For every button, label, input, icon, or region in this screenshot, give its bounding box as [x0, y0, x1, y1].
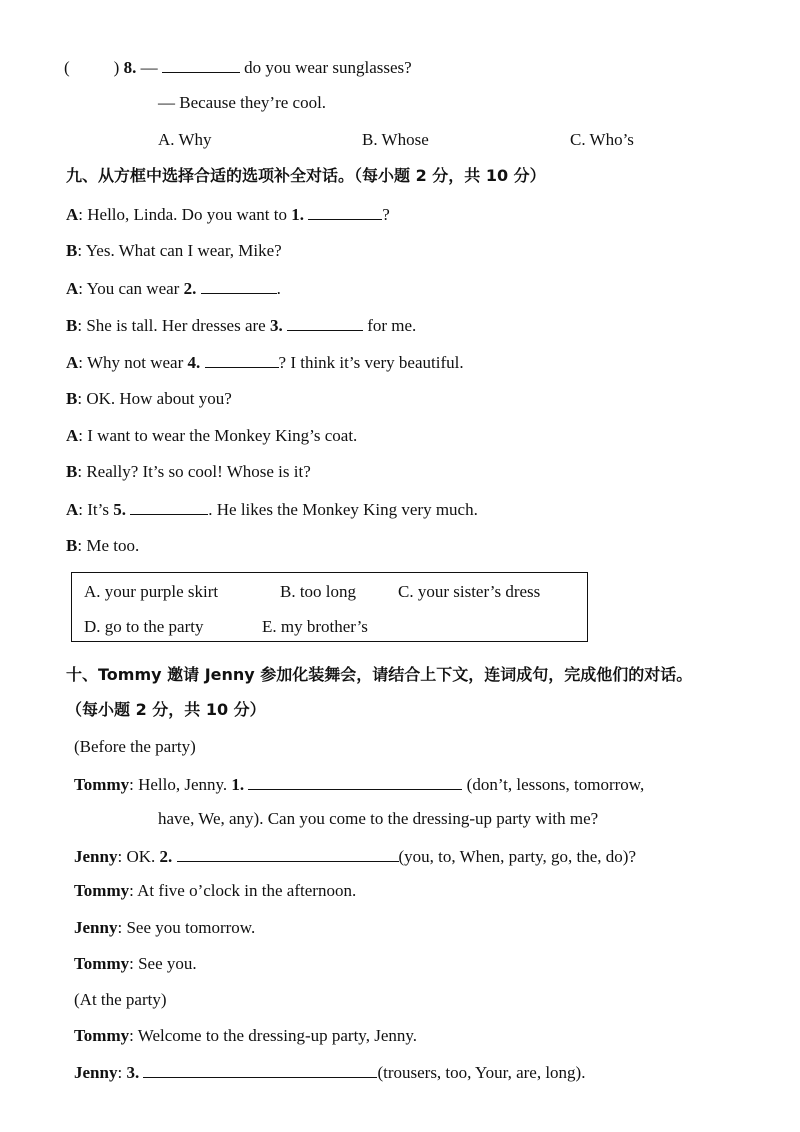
- s10-line-1-continuation: have, We, any). Can you come to the dressing-up party with me?: [158, 809, 599, 828]
- answer-blank-2[interactable]: [201, 277, 277, 294]
- dialogue-text: .: [276, 279, 281, 298]
- q8-option-c: C. Who’s: [570, 130, 634, 149]
- dialogue-text: ? I think it’s very beautiful.: [278, 353, 464, 372]
- answer-blank-3[interactable]: [287, 314, 363, 331]
- speaker: B: [66, 389, 78, 408]
- blank-number: 2.: [159, 847, 173, 866]
- s10-line-6: [74, 1025, 417, 1047]
- speaker: B: [66, 536, 78, 555]
- separator: :: [77, 536, 83, 555]
- speaker: Jenny: [74, 1063, 118, 1082]
- box-option-c: C. your sister’s dress: [398, 582, 541, 601]
- separator: :: [117, 1063, 123, 1082]
- sentence-blank-2[interactable]: [177, 845, 399, 862]
- blank-number: 3.: [126, 1063, 140, 1082]
- q8-number: 8.: [123, 58, 137, 77]
- options-box: [71, 572, 588, 642]
- dialogue-text: You can wear: [86, 279, 180, 298]
- blank-number: 2.: [183, 279, 197, 298]
- s9-line-2: [66, 240, 282, 262]
- separator: :: [129, 775, 134, 794]
- separator: :: [117, 918, 123, 937]
- dialogue-text: Hello, Linda. Do you want to: [87, 205, 287, 224]
- q8-dash: —: [140, 58, 158, 77]
- speaker: B: [66, 462, 78, 481]
- separator: :: [78, 426, 84, 445]
- separator: :: [77, 462, 83, 481]
- sentence-blank-3[interactable]: [143, 1061, 377, 1078]
- answer-blank-4[interactable]: [205, 351, 279, 368]
- blank-number: 4.: [187, 353, 201, 372]
- section10-heading: 十、Tommy 邀请 Jenny 参加化装舞会，请结合上下文，连词成句，完成他们的对话。: [66, 665, 693, 684]
- s9-line-6: [66, 388, 232, 410]
- s9-line-8: [66, 461, 311, 483]
- speaker: B: [66, 241, 78, 260]
- s10-line-5: [74, 953, 197, 975]
- separator: :: [117, 847, 123, 866]
- dialogue-text: Yes. What can I wear, Mike?: [85, 241, 282, 260]
- separator: :: [129, 954, 134, 973]
- q8-line: [64, 56, 412, 79]
- dialogue-text: Me too.: [86, 536, 140, 555]
- s10-line-1: [74, 773, 644, 796]
- dialogue-text: for me.: [367, 316, 417, 335]
- separator: :: [129, 881, 134, 900]
- at-party-label: (At the party): [74, 990, 167, 1009]
- speaker: A: [66, 279, 79, 298]
- separator: :: [77, 241, 83, 260]
- separator: :: [78, 500, 84, 519]
- answer-blank-5[interactable]: [130, 498, 208, 515]
- section10-subheading: （每小题 2 分，共 10 分）: [66, 700, 266, 719]
- s9-line-9: [66, 498, 478, 521]
- separator: :: [77, 389, 83, 408]
- s9-line-10: [66, 535, 139, 557]
- speaker: Tommy: [74, 954, 130, 973]
- speaker: Tommy: [74, 1026, 130, 1045]
- dialogue-text: It’s: [87, 500, 109, 519]
- speaker: Tommy: [74, 775, 130, 794]
- dialogue-text: OK. How about you?: [86, 389, 232, 408]
- q8-paren-open: (: [64, 58, 70, 77]
- s9-line-7: [66, 425, 357, 447]
- speaker: B: [66, 316, 78, 335]
- speaker: A: [66, 500, 79, 519]
- blank-number: 3.: [269, 316, 283, 335]
- box-option-a: A. your purple skirt: [84, 582, 219, 601]
- q8-paren-close: ): [113, 58, 120, 77]
- word-hint: (you, to, When, party, go, the, do)?: [398, 847, 636, 866]
- dialogue-text: I want to wear the Monkey King’s coat.: [87, 426, 358, 445]
- dialogue-text: Hello, Jenny.: [138, 775, 228, 794]
- blank-number: 1.: [291, 205, 304, 224]
- section9-heading: 九、从方框中选择合适的选项补全对话。（每小题 2 分，共 10 分）: [66, 166, 546, 185]
- separator: :: [78, 353, 84, 372]
- q8-answer: — Because they’re cool.: [158, 93, 327, 112]
- answer-blank-1[interactable]: [308, 203, 382, 220]
- speaker: Jenny: [74, 918, 118, 937]
- dialogue-text: ?: [382, 205, 390, 224]
- blank-number: 5.: [113, 500, 126, 519]
- q8-blank[interactable]: [162, 56, 240, 73]
- dialogue-text: Welcome to the dressing-up party, Jenny.: [137, 1026, 418, 1045]
- speaker: Tommy: [74, 881, 130, 900]
- separator: :: [77, 316, 83, 335]
- s10-line-2: [74, 845, 636, 868]
- speaker: A: [66, 205, 79, 224]
- q8-option-a: A. Why: [158, 130, 212, 149]
- dialogue-text: See you tomorrow.: [126, 918, 256, 937]
- q8-option-b: B. Whose: [362, 130, 429, 149]
- dialogue-text: Really? It’s so cool! Whose is it?: [86, 462, 311, 481]
- s10-line-4: [74, 917, 255, 939]
- separator: :: [78, 279, 84, 298]
- s10-line-3: [74, 880, 356, 902]
- separator: :: [78, 205, 84, 224]
- s10-line-7: [74, 1061, 585, 1084]
- q8-question-text: do you wear sunglasses?: [244, 58, 412, 77]
- dialogue-text: . He likes the Monkey King very much.: [208, 500, 478, 519]
- s9-line-5: [66, 351, 464, 374]
- speaker: Jenny: [74, 847, 118, 866]
- box-option-e: E. my brother’s: [262, 617, 368, 636]
- s9-line-3: [66, 277, 281, 300]
- dialogue-text: OK.: [126, 847, 156, 866]
- before-party-label: (Before the party): [74, 737, 196, 756]
- speaker: A: [66, 353, 79, 372]
- s9-line-4: [66, 314, 416, 337]
- s9-line-1: [66, 203, 390, 226]
- word-hint: (trousers, too, Your, are, long).: [377, 1063, 586, 1082]
- box-option-b: B. too long: [280, 582, 357, 601]
- dialogue-text: At five o’clock in the afternoon.: [137, 881, 357, 900]
- dialogue-text: Why not wear: [86, 353, 184, 372]
- dialogue-text: She is tall. Her dresses are: [86, 316, 266, 335]
- separator: :: [129, 1026, 134, 1045]
- speaker: A: [66, 426, 79, 445]
- sentence-blank-1[interactable]: [248, 773, 462, 790]
- dialogue-text: See you.: [138, 954, 197, 973]
- blank-number: 1.: [231, 775, 245, 794]
- box-option-d: D. go to the party: [84, 617, 204, 636]
- word-hint: (don’t, lessons, tomorrow,: [466, 775, 645, 794]
